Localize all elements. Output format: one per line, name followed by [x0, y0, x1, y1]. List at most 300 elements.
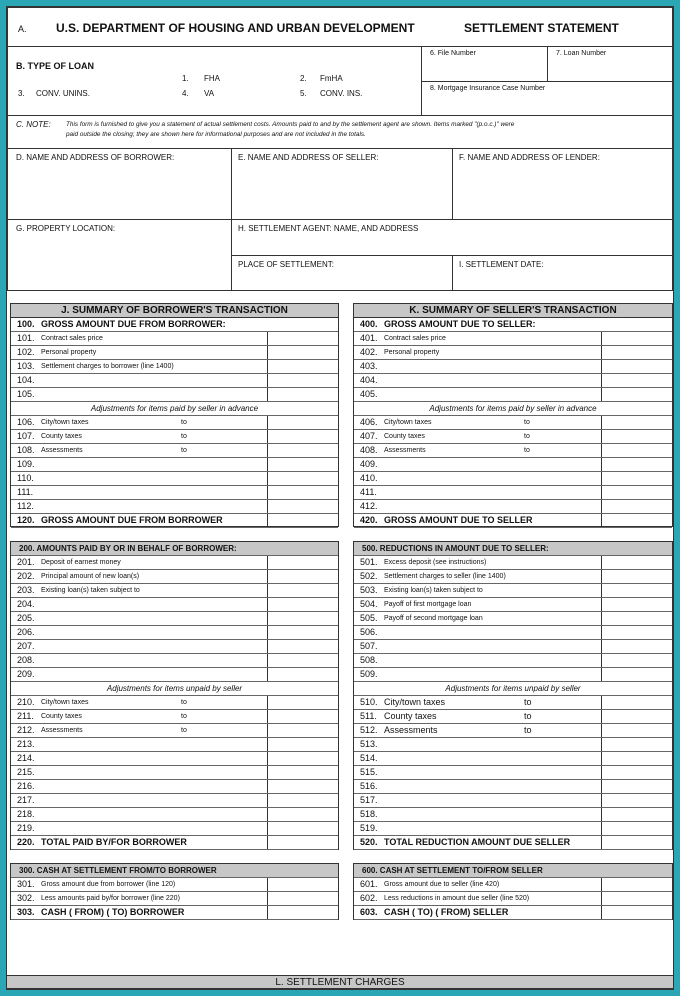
line-label: Deposit of earnest money — [41, 559, 121, 566]
line-number: 218. — [17, 809, 35, 819]
line-label: County taxes — [41, 433, 82, 440]
line-number: 203. — [17, 585, 35, 595]
amount-field[interactable] — [267, 654, 338, 667]
line-number: 410. — [360, 473, 378, 483]
mortgage-case-label: 8. Mortgage Insurance Case Number — [430, 85, 546, 92]
loan-opt-conv-unins[interactable]: CONV. UNINS. — [36, 89, 90, 98]
line-item-row — [11, 710, 338, 724]
line-number: 105. — [17, 389, 35, 399]
amount-field[interactable] — [267, 374, 338, 387]
line-item-row — [354, 906, 672, 920]
line-item-row — [354, 458, 672, 472]
loan-opt3-num: 3. — [18, 89, 25, 98]
line-label: Assessments — [384, 725, 438, 735]
line-item-row — [354, 318, 672, 332]
line-number: 215. — [17, 767, 35, 777]
amount-field[interactable] — [601, 556, 672, 569]
line-label: Assessments — [41, 447, 83, 454]
line-label: Less amounts paid by/for borrower (line 220) — [41, 895, 180, 902]
agent-label: H. SETTLEMENT AGENT: NAME, AND ADDRESS — [238, 224, 419, 233]
amount-field[interactable] — [601, 780, 672, 793]
loan-type-label: B. TYPE OF LOAN — [16, 61, 95, 71]
line-item-row — [11, 500, 338, 514]
line-item-row — [11, 332, 338, 346]
amount-field[interactable] — [267, 416, 338, 429]
amount-field[interactable] — [267, 570, 338, 583]
amount-field[interactable] — [601, 654, 672, 667]
amount-field[interactable] — [601, 794, 672, 807]
line-item-row — [354, 794, 672, 808]
settlement-charges-header: L. SETTLEMENT CHARGES — [6, 975, 674, 989]
line-item-row — [11, 668, 338, 682]
note-label: C. NOTE: — [16, 120, 51, 129]
line-item-row — [354, 626, 672, 640]
amount-field[interactable] — [267, 808, 338, 821]
line-number: 601. — [360, 879, 378, 889]
to-label: to — [524, 433, 530, 440]
line-number: 420. — [360, 515, 378, 525]
section-title: 600. CASH AT SETTLEMENT TO/FROM SELLER — [354, 864, 672, 878]
line-number: 403. — [360, 361, 378, 371]
amount-field[interactable] — [601, 598, 672, 611]
line-item-row — [11, 626, 338, 640]
line-item-row — [11, 360, 338, 374]
loan-opt-fmha[interactable]: FmHA — [320, 74, 343, 83]
amount-field[interactable] — [601, 514, 672, 527]
borrower-cash-section — [10, 863, 339, 920]
amount-field[interactable] — [601, 710, 672, 723]
amount-field[interactable] — [601, 836, 672, 849]
line-item-row — [354, 584, 672, 598]
line-item-row — [11, 458, 338, 472]
amount-field[interactable] — [267, 626, 338, 639]
line-number: 509. — [360, 669, 378, 679]
form-header — [7, 7, 673, 47]
amount-field[interactable] — [601, 612, 672, 625]
amount-field[interactable] — [267, 724, 338, 737]
amount-field[interactable] — [267, 388, 338, 401]
section-title: 200. AMOUNTS PAID BY OR IN BEHALF OF BORROWER: — [11, 542, 338, 556]
line-item-row — [11, 738, 338, 752]
borrower-summary — [10, 303, 339, 527]
line-label: GROSS AMOUNT DUE FROM BORROWER: — [41, 319, 226, 329]
line-number: 404. — [360, 375, 378, 385]
line-number: 507. — [360, 641, 378, 651]
line-number: 505. — [360, 613, 378, 623]
amount-field[interactable] — [601, 360, 672, 373]
borrower-label: D. NAME AND ADDRESS OF BORROWER: — [16, 153, 175, 162]
amount-field[interactable] — [601, 444, 672, 457]
line-number: 400. — [360, 319, 378, 329]
amount-field[interactable] — [267, 822, 338, 835]
line-number: 207. — [17, 641, 35, 651]
line-number: 204. — [17, 599, 35, 609]
line-label: City/town taxes — [384, 697, 446, 707]
line-number: 517. — [360, 795, 378, 805]
seller-box[interactable] — [231, 148, 453, 220]
amount-field[interactable] — [601, 570, 672, 583]
line-item-row — [11, 444, 338, 458]
line-label: Payoff of second mortgage loan — [384, 615, 483, 622]
line-label: Assessments — [384, 447, 426, 454]
loan-type-section — [7, 46, 422, 116]
line-number: 402. — [360, 347, 378, 357]
line-item-row — [11, 892, 338, 906]
line-item-row — [11, 570, 338, 584]
line-item-row — [11, 430, 338, 444]
amount-field[interactable] — [601, 416, 672, 429]
line-label: GROSS AMOUNT DUE TO SELLER — [384, 515, 533, 525]
department-title: U.S. DEPARTMENT OF HOUSING AND URBAN DEVELOPMENT — [56, 21, 415, 35]
file-number-field[interactable] — [421, 46, 548, 82]
seller-summary — [353, 303, 673, 527]
amount-field[interactable] — [601, 668, 672, 681]
line-item-row — [354, 346, 672, 360]
line-label: TOTAL PAID BY/FOR BORROWER — [41, 837, 187, 847]
amount-field[interactable] — [601, 584, 672, 597]
line-item-row — [11, 416, 338, 430]
line-label: Personal property — [41, 349, 97, 356]
amount-field[interactable] — [601, 430, 672, 443]
line-number: 510. — [360, 697, 378, 707]
line-number: 211. — [17, 711, 34, 721]
amount-field[interactable] — [267, 514, 338, 527]
amount-field[interactable] — [601, 332, 672, 345]
line-item-row — [354, 500, 672, 514]
line-number: 110. — [17, 473, 34, 483]
line-item-row — [11, 766, 338, 780]
line-label: County taxes — [384, 433, 425, 440]
line-item-row — [354, 696, 672, 710]
loan-number-field[interactable] — [547, 46, 673, 82]
line-item-row — [11, 794, 338, 808]
line-item-row — [354, 388, 672, 402]
amount-field[interactable] — [601, 640, 672, 653]
line-number: 202. — [17, 571, 35, 581]
line-number: 108. — [17, 445, 35, 455]
line-number: 406. — [360, 417, 378, 427]
line-label: Existing loan(s) taken subject to — [384, 587, 483, 594]
amount-field[interactable] — [601, 486, 672, 499]
note-line2: paid outside the closing; they are shown here for informational purposes and are not included in the totals. — [66, 131, 366, 138]
amount-field[interactable] — [601, 500, 672, 513]
line-item-row — [11, 752, 338, 766]
borrower-summary-title: J. SUMMARY OF BORROWER'S TRANSACTION — [11, 304, 338, 318]
amount-field[interactable] — [267, 794, 338, 807]
line-label: Settlement charges to seller (line 1400) — [384, 573, 506, 580]
line-item-row — [11, 724, 338, 738]
line-item-row — [354, 640, 672, 654]
line-number: 217. — [17, 795, 35, 805]
to-label: to — [181, 419, 187, 426]
line-number: 519. — [360, 823, 378, 833]
date-box[interactable] — [452, 255, 673, 291]
line-item-row — [11, 346, 338, 360]
line-item-row — [354, 766, 672, 780]
line-number: 502. — [360, 571, 378, 581]
line-number: 512. — [360, 725, 378, 735]
line-number: 213. — [17, 739, 35, 749]
line-number: 219. — [17, 823, 35, 833]
line-number: 102. — [17, 347, 35, 357]
line-number: 216. — [17, 781, 35, 791]
amount-field[interactable] — [601, 724, 672, 737]
line-number: 516. — [360, 781, 378, 791]
line-number: 412. — [360, 501, 378, 511]
line-item-row — [354, 430, 672, 444]
amount-field[interactable] — [601, 374, 672, 387]
amount-field[interactable] — [601, 752, 672, 765]
property-label: G. PROPERTY LOCATION: — [16, 224, 116, 233]
amount-field[interactable] — [601, 458, 672, 471]
line-label: GROSS AMOUNT DUE TO SELLER: — [384, 319, 536, 329]
amount-field[interactable] — [267, 612, 338, 625]
amount-field[interactable] — [267, 752, 338, 765]
line-item-row — [354, 822, 672, 836]
amount-field[interactable] — [267, 500, 338, 513]
line-item-row — [354, 472, 672, 486]
line-number: 602. — [360, 893, 378, 903]
line-item-row — [354, 724, 672, 738]
line-label: Excess deposit (see instructions) — [384, 559, 487, 566]
line-number: 302. — [17, 893, 35, 903]
line-item-row — [11, 388, 338, 402]
line-number: 104. — [17, 375, 35, 385]
amount-field[interactable] — [267, 738, 338, 751]
amount-field[interactable] — [267, 556, 338, 569]
line-item-row — [354, 892, 672, 906]
line-number: 212. — [17, 725, 35, 735]
line-number: 405. — [360, 389, 378, 399]
loan-opt2-num: 2. — [300, 74, 307, 83]
loan-opt-conv-ins[interactable]: CONV. INS. — [320, 89, 363, 98]
file-number-label: 6. File Number — [430, 50, 476, 57]
line-item-row — [354, 752, 672, 766]
line-number: 106. — [17, 417, 35, 427]
line-number: 411. — [360, 487, 377, 497]
line-item-row — [11, 472, 338, 486]
amount-field[interactable] — [601, 738, 672, 751]
amount-field[interactable] — [267, 444, 338, 457]
line-number: 303. — [17, 907, 35, 917]
line-item-row — [354, 710, 672, 724]
line-number: 408. — [360, 445, 378, 455]
adjustments-label: Adjustments for items unpaid by seller — [354, 682, 672, 696]
line-item-row — [354, 598, 672, 612]
line-number: 504. — [360, 599, 378, 609]
to-label: to — [181, 727, 187, 734]
amount-field[interactable] — [601, 822, 672, 835]
line-number: 518. — [360, 809, 378, 819]
line-item-row — [11, 836, 338, 850]
to-label: to — [181, 713, 187, 720]
amount-field[interactable] — [601, 626, 672, 639]
line-label: Gross amount due from borrower (line 120) — [41, 881, 176, 888]
seller-label: E. NAME AND ADDRESS OF SELLER: — [238, 153, 379, 162]
amount-field[interactable] — [601, 696, 672, 709]
line-number: 511. — [360, 711, 377, 721]
line-item-row — [354, 360, 672, 374]
line-item-row — [11, 906, 338, 920]
agent-box[interactable] — [231, 219, 673, 256]
line-item-row — [354, 556, 672, 570]
line-number: 603. — [360, 907, 378, 917]
amount-field[interactable] — [267, 906, 338, 919]
line-item-row — [11, 640, 338, 654]
loan-opt5-num: 5. — [300, 89, 307, 98]
amount-field[interactable] — [267, 458, 338, 471]
line-item-row — [11, 612, 338, 626]
line-number: 208. — [17, 655, 35, 665]
line-item-row — [11, 822, 338, 836]
loan-opt1-num: 1. — [182, 74, 189, 83]
line-label: Principal amount of new loan(s) — [41, 573, 140, 580]
settlement-form — [6, 6, 674, 990]
line-item-row — [354, 780, 672, 794]
date-label: I. SETTLEMENT DATE: — [459, 260, 544, 269]
mortgage-case-field[interactable] — [421, 81, 673, 116]
section-title: 300. CASH AT SETTLEMENT FROM/TO BORROWER — [11, 864, 338, 878]
line-number: 107. — [17, 431, 35, 441]
line-number: 407. — [360, 431, 378, 441]
line-item-row — [11, 556, 338, 570]
line-item-row — [354, 486, 672, 500]
amount-field[interactable] — [267, 430, 338, 443]
amount-field[interactable] — [267, 836, 338, 849]
line-label: Payoff of first mortgage loan — [384, 601, 472, 608]
to-label: to — [524, 711, 532, 721]
line-item-row — [354, 836, 672, 850]
amount-field[interactable] — [601, 766, 672, 779]
line-number: 109. — [17, 459, 35, 469]
amount-field[interactable] — [267, 360, 338, 373]
line-label: CASH ( TO) ( FROM) SELLER — [384, 907, 509, 917]
line-label: CASH ( FROM) ( TO) BORROWER — [41, 907, 185, 917]
line-label: Personal property — [384, 349, 440, 356]
amount-field[interactable] — [601, 388, 672, 401]
seller-summary-title: K. SUMMARY OF SELLER'S TRANSACTION — [354, 304, 672, 318]
amount-field[interactable] — [267, 584, 338, 597]
amount-field[interactable] — [267, 346, 338, 359]
amount-field[interactable] — [601, 878, 672, 891]
loan-opt4-num: 4. — [182, 89, 189, 98]
line-number: 513. — [360, 739, 378, 749]
amount-field[interactable] — [267, 696, 338, 709]
amount-field[interactable] — [601, 906, 672, 919]
line-item-row — [354, 444, 672, 458]
adjustments-label: Adjustments for items paid by seller in advance — [354, 402, 672, 416]
line-number: 103. — [17, 361, 35, 371]
line-number: 111. — [17, 487, 34, 497]
borrower-paid-section — [10, 541, 339, 850]
amount-field[interactable] — [267, 598, 338, 611]
line-item-row — [11, 514, 338, 528]
line-number: 301. — [17, 879, 35, 889]
line-item-row — [354, 878, 672, 892]
line-label: Less reductions in amount due seller (line 520) — [384, 895, 530, 902]
adjustments-label: Adjustments for items unpaid by seller — [11, 682, 338, 696]
line-label: GROSS AMOUNT DUE FROM BORROWER — [41, 515, 223, 525]
amount-field[interactable] — [267, 892, 338, 905]
amount-field[interactable] — [601, 472, 672, 485]
seller-cash-section — [353, 863, 673, 920]
section-title: 500. REDUCTIONS IN AMOUNT DUE TO SELLER: — [354, 542, 672, 556]
line-item-row — [354, 416, 672, 430]
loan-opt-fha[interactable]: FHA — [204, 74, 220, 83]
property-box[interactable] — [7, 219, 232, 291]
line-number: 209. — [17, 669, 35, 679]
line-label: Contract sales price — [384, 335, 446, 342]
form-id: A. — [18, 24, 27, 34]
place-box[interactable] — [231, 255, 453, 291]
line-item-row — [354, 738, 672, 752]
seller-reductions-section — [353, 541, 673, 850]
amount-field[interactable] — [267, 640, 338, 653]
line-number: 514. — [360, 753, 378, 763]
to-label: to — [524, 697, 532, 707]
line-label: City/town taxes — [384, 419, 432, 426]
line-number: 220. — [17, 837, 35, 847]
line-number: 206. — [17, 627, 35, 637]
to-label: to — [524, 419, 530, 426]
line-label: Settlement charges to borrower (line 1400) — [41, 363, 174, 370]
amount-field[interactable] — [267, 486, 338, 499]
line-item-row — [354, 514, 672, 528]
amount-field[interactable] — [267, 710, 338, 723]
line-label: TOTAL REDUCTION AMOUNT DUE SELLER — [384, 837, 571, 847]
line-number: 100. — [17, 319, 35, 329]
line-label: Existing loan(s) taken subject to — [41, 587, 140, 594]
line-item-row — [354, 332, 672, 346]
amount-field[interactable] — [601, 808, 672, 821]
line-number: 201. — [17, 557, 35, 567]
to-label: to — [181, 447, 187, 454]
line-item-row — [354, 570, 672, 584]
line-label: Gross amount due to seller (line 420) — [384, 881, 500, 888]
line-item-row — [11, 318, 338, 332]
loan-opt-va[interactable]: VA — [204, 89, 215, 98]
amount-field[interactable] — [601, 346, 672, 359]
amount-field[interactable] — [267, 766, 338, 779]
line-number: 112. — [17, 501, 34, 511]
note-section — [7, 115, 673, 149]
to-label: to — [181, 433, 187, 440]
line-item-row — [11, 374, 338, 388]
lender-label: F. NAME AND ADDRESS OF LENDER: — [459, 153, 600, 162]
amount-field[interactable] — [601, 892, 672, 905]
line-number: 508. — [360, 655, 378, 665]
note-line1: This form is furnished to give you a statement of actual settlement costs. Amounts paid to and by the settlement agent are shown. Items marked "(p.o.c.)" were — [66, 121, 515, 128]
to-label: to — [524, 447, 530, 454]
amount-field[interactable] — [267, 780, 338, 793]
line-item-row — [354, 668, 672, 682]
line-number: 409. — [360, 459, 378, 469]
line-item-row — [354, 654, 672, 668]
line-item-row — [11, 780, 338, 794]
line-item-row — [11, 486, 338, 500]
lender-box[interactable] — [452, 148, 673, 220]
line-item-row — [354, 612, 672, 626]
line-item-row — [11, 808, 338, 822]
amount-field[interactable] — [267, 878, 338, 891]
amount-field[interactable] — [267, 668, 338, 681]
line-number: 101. — [17, 333, 35, 343]
line-number: 210. — [17, 697, 35, 707]
amount-field[interactable] — [267, 472, 338, 485]
line-number: 503. — [360, 585, 378, 595]
line-number: 515. — [360, 767, 378, 777]
amount-field[interactable] — [267, 332, 338, 345]
